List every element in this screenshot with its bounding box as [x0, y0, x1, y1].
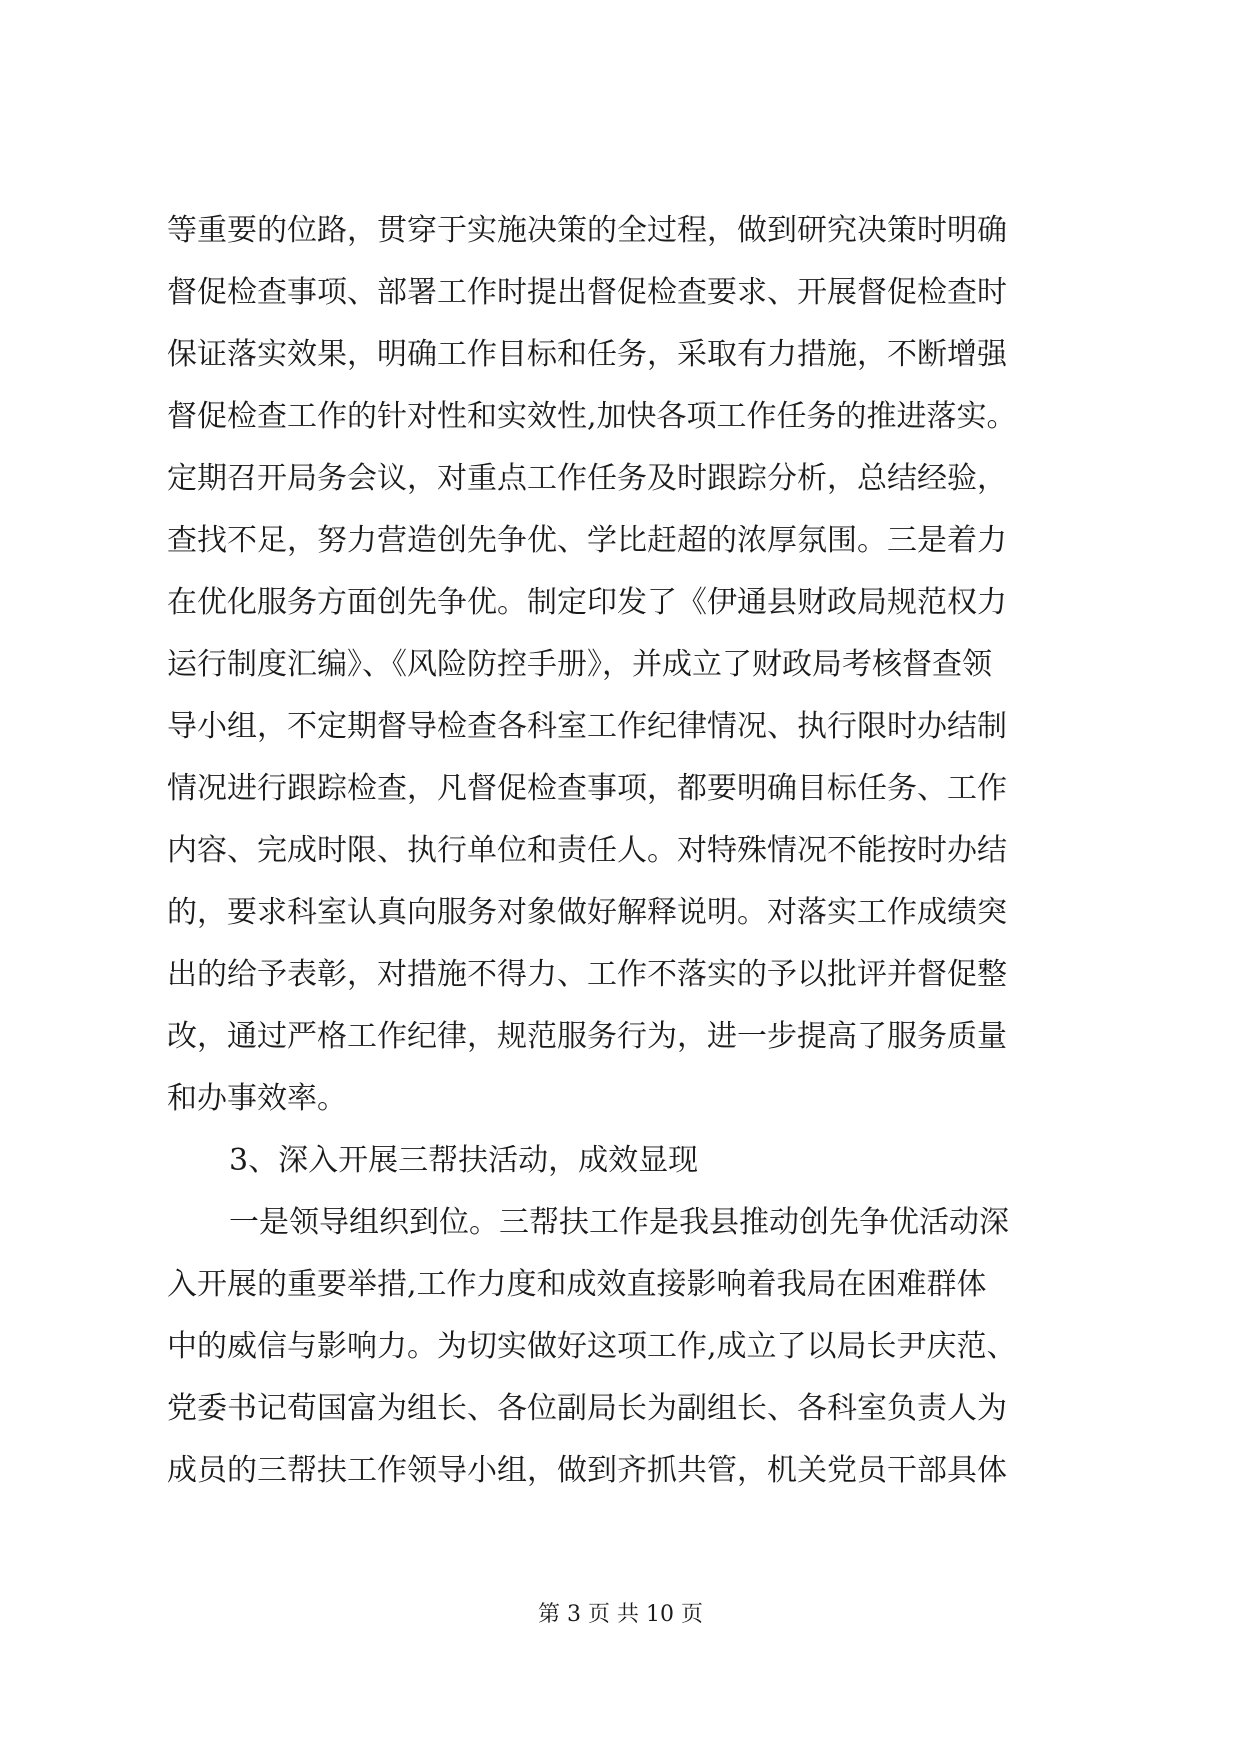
- body-text: [167, 200, 1082, 1502]
- text-line: 改，通过严格工作纪律，规范服务行为，进一步提高了服务质量: [167, 1019, 1007, 1054]
- text-line: 入开展的重要举措,工作力度和成效直接影响着我局在困难群体: [167, 1267, 987, 1302]
- text-line: 保证落实效果，明确工作目标和任务，采取有力措施，不断增强: [167, 337, 1007, 372]
- text-line: 督促检查事项、部署工作时提出督促检查要求、开展督促检查时: [167, 275, 1007, 310]
- text-line: 的，要求科室认真向服务对象做好解释说明。对落实工作成绩突: [167, 895, 1007, 930]
- text-line: 导小组，不定期督导检查各科室工作纪律情况、执行限时办结制: [167, 709, 1007, 744]
- text-line: 内容、完成时限、执行单位和责任人。对特殊情况不能按时办结: [167, 833, 1007, 868]
- page-footer: 第 3 页 共 10 页: [538, 1602, 703, 1627]
- text-line: 查找不足，努力营造创先争优、学比赶超的浓厚氛围。三是着力: [167, 523, 1007, 558]
- text-line: 督促检查工作的针对性和实效性,加快各项工作任务的推进落实。: [167, 399, 1017, 434]
- text-line: 在优化服务方面创先争优。制定印发了《伊通县财政局规范权力: [167, 585, 1007, 620]
- text-line: 定期召开局务会议，对重点工作任务及时跟踪分析，总结经验，: [167, 461, 1007, 496]
- section-heading: 3、深入开展三帮扶活动，成效显现: [229, 1143, 699, 1178]
- paragraph-start-line: 一是领导组织到位。三帮扶工作是我县推动创先争优活动深: [229, 1205, 1009, 1240]
- text-line: 成员的三帮扶工作领导小组，做到齐抓共管，机关党员干部具体: [167, 1453, 1007, 1488]
- text-line: 运行制度汇编》、《风险防控手册》，并成立了财政局考核督查领: [167, 647, 992, 682]
- text-line: 情况进行跟踪检查，凡督促检查事项，都要明确目标任务、工作: [167, 771, 1007, 806]
- text-line: 和办事效率。: [167, 1081, 347, 1116]
- text-line: 出的给予表彰，对措施不得力、工作不落实的予以批评并督促整: [167, 957, 1007, 992]
- text-line: 党委书记荀国富为组长、各位副局长为副组长、各科室负责人为: [167, 1391, 1007, 1426]
- text-line: 中的威信与影响力。为切实做好这项工作,成立了以局长尹庆范、: [167, 1329, 1017, 1364]
- text-line: 等重要的位路，贯穿于实施决策的全过程，做到研究决策时明确: [167, 213, 1007, 248]
